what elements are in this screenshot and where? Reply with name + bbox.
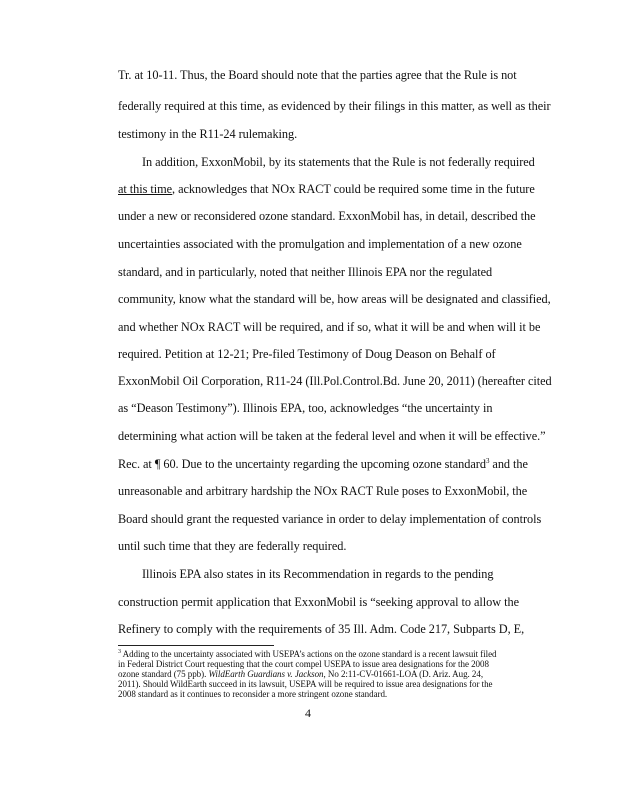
underlined-phrase: at this time (118, 182, 173, 196)
body-line: ExxonMobil Oil Corporation, R11-24 (Ill.Pol.Control.Bd. June 20, 2011) (hereafter cited (118, 374, 552, 388)
body-line: community, know what the standard will be, how areas will be designated and classified, (118, 292, 551, 306)
body-line: required. Petition at 12-21; Pre-filed Testimony of Doug Deason on Behalf of (118, 347, 496, 361)
body-line: standard, and in particularly, noted that neither Illinois EPA nor the regulated (118, 265, 493, 279)
body-line: In addition, ExxonMobil, by its statements that the Rule is not federally required (142, 155, 535, 169)
body-line: and whether NOx RACT will be required, and if so, what it will be and when will it be (118, 320, 541, 334)
footnote-reference: 3 (485, 456, 490, 465)
footnote-text: , No 2:11-CV-01661-LOA (D. Ariz. Aug. 24, (323, 669, 484, 679)
body-text: , acknowledges that NOx RACT could be required some time in the future (172, 182, 535, 196)
body-text: and the (489, 457, 528, 471)
body-line: Tr. at 10-11. Thus, the Board should note that the parties agree that the Rule is not (118, 68, 517, 82)
body-line: construction permit application that ExxonMobil is “seeking approval to allow the (118, 595, 519, 609)
body-line: Board should grant the requested variance in order to delay implementation of controls (118, 512, 542, 526)
body-line: federally required at this time, as evidenced by their filings in this matter, as well as their (118, 99, 551, 113)
case-name: WildEarth Guardians v. Jackson (208, 669, 324, 679)
footnote-line: 2011). Should WildEarth succeed in its lawsuit, USEPA will be required to issue area designations for the (118, 679, 493, 689)
body-line: under a new or reconsidered ozone standard. ExxonMobil has, in detail, described the (118, 209, 536, 223)
body-line: uncertainties associated with the promulgation and implementation of a new ozone (118, 237, 522, 251)
footnote-line (118, 649, 497, 659)
page-number: 4 (305, 706, 311, 720)
footnote-line (118, 669, 483, 679)
footnote-text: Adding to the uncertainty associated with USEPA’s actions on the ozone standard is a recent lawsuit filed (120, 649, 497, 659)
footnote-text: ozone standard (75 ppb). (118, 669, 209, 679)
body-line: Illinois EPA also states in its Recommendation in regards to the pending (142, 567, 494, 581)
footnote-line: in Federal District Court requesting that the court compel USEPA to issue area designations for the 2008 (118, 659, 489, 669)
body-line: until such time that they are federally required. (118, 539, 347, 553)
body-line (118, 457, 528, 472)
body-line (118, 182, 535, 197)
footnote-marker: 3 (118, 649, 121, 655)
footnote-separator (118, 645, 274, 646)
body-line: testimony in the R11-24 rulemaking. (118, 127, 298, 141)
body-line: unreasonable and arbitrary hardship the NOx RACT Rule poses to ExxonMobil, the (118, 484, 528, 498)
body-line: as “Deason Testimony”). Illinois EPA, too, acknowledges “the uncertainty in (118, 401, 493, 415)
footnote-line: 2008 standard as it continues to reconsider a more stringent ozone standard. (118, 689, 388, 699)
body-text: Rec. at ¶ 60. Due to the uncertainty regarding the upcoming ozone standard (118, 457, 486, 471)
body-line: Refinery to comply with the requirements of 35 Ill. Adm. Code 217, Subparts D, E, (118, 622, 525, 636)
body-line: determining what action will be taken at the federal level and when it will be effective.” (118, 429, 546, 443)
